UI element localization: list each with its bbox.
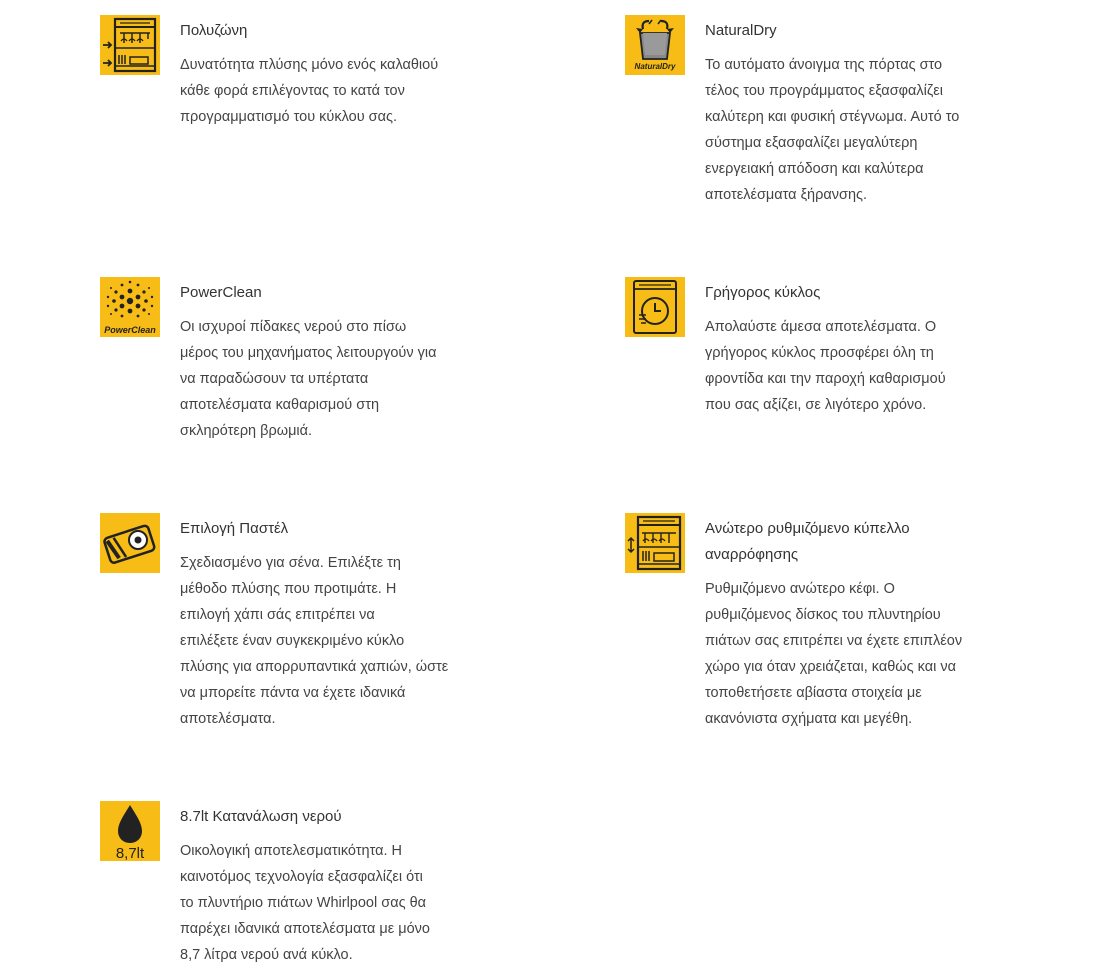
feature-title: PowerClean xyxy=(180,284,262,301)
feature-description: Δυνατότητα πλύσης μόνο ενός καλαθιού κάθε φορά επιλέγοντας το κατά τον προγραμματισμό του κύκλου σας. xyxy=(180,57,439,125)
feature-description: Οικολογική αποτελεσματικότητα. Η καινοτόμος τεχνολογία εξασφαλίζει ότι το πλυντήριο πιάτων Whirlpool σας θα παρέχει ιδανικά αποτελέσματα με μόνο 8,7 λίτρα νερού ανά κύκλο. xyxy=(180,843,430,963)
feature-title: Γρήγορος κύκλος xyxy=(705,284,821,301)
water-drop-icon-label: 8,7lt xyxy=(115,845,145,861)
water-drop-icon xyxy=(100,801,160,861)
feature-title: NaturalDry xyxy=(705,22,777,39)
pastel-detergent-pod-icon xyxy=(100,513,160,573)
adjustable-upper-basket-icon xyxy=(625,513,685,573)
quick-cycle-clock-icon xyxy=(625,277,685,337)
multizone-dishwasher-icon xyxy=(100,15,160,75)
feature-description: Απολαύστε άμεσα αποτελέσματα. Ο γρήγορος κύκλος προσφέρει όλη τη φροντίδα και την παροχή καθαρισμού που σας αξίζει, σε λιγότερο χρόνο. xyxy=(705,319,946,413)
feature-description: Το αυτόματο άνοιγμα της πόρτας στο τέλος του προγράμματος εξασφαλίζει καλύτερη και φυσική στέγνωμα. Αυτό το σύστημα εξασφαλίζει μεγαλύτερη ενεργειακή απόδοση και καλύτερα αποτελέσματα ξήρανσης. xyxy=(705,57,960,203)
power-clean-icon-label: PowerClean xyxy=(104,325,156,335)
feature-title: 8.7lt Κατανάλωση νερού xyxy=(180,808,342,825)
feature-title: Ανώτερο ρυθμιζόμενο κύπελλο αναρρόφησης xyxy=(705,520,910,563)
natural-dry-icon-label: NaturalDry xyxy=(634,62,676,71)
feature-title: Επιλογή Παστέλ xyxy=(180,520,289,537)
natural-dry-icon xyxy=(625,15,685,75)
feature-title: Πολυζώνη xyxy=(180,22,248,39)
feature-description: Ρυθμιζόμενο ανώτερο κέφι. Ο ρυθμιζόμενος δίσκος του πλυντηρίου πιάτων σας επιτρέπει να έχετε επιπλέον χώρο για όταν χρειάζεται, καθώς και να τοποθετήσετε αβίαστα στοιχεία με ακανόνιστα σχήματα και μεγέθη. xyxy=(705,581,963,727)
power-clean-icon xyxy=(100,277,160,337)
feature-description: Σχεδιασμένο για σένα. Επιλέξτε τη μέθοδο πλύσης που προτιμάτε. Η επιλογή χάπι σάς επιτρέπει να επιλέξετε έναν συγκεκριμένο κύκλο πλύσης για απορρυπαντικά χαπιών, ώστε να μπορείτε πάντα να έχετε ιδανικά αποτελέσματα. xyxy=(180,555,449,727)
feature-description: Οι ισχυροί πίδακες νερού στο πίσω μέρος του μηχανήματος λειτουργούν για να παραδώσουν τα υπέρτατα αποτελέσματα καθαρισμού στη σκληρότερη βρωμιά. xyxy=(180,319,437,439)
